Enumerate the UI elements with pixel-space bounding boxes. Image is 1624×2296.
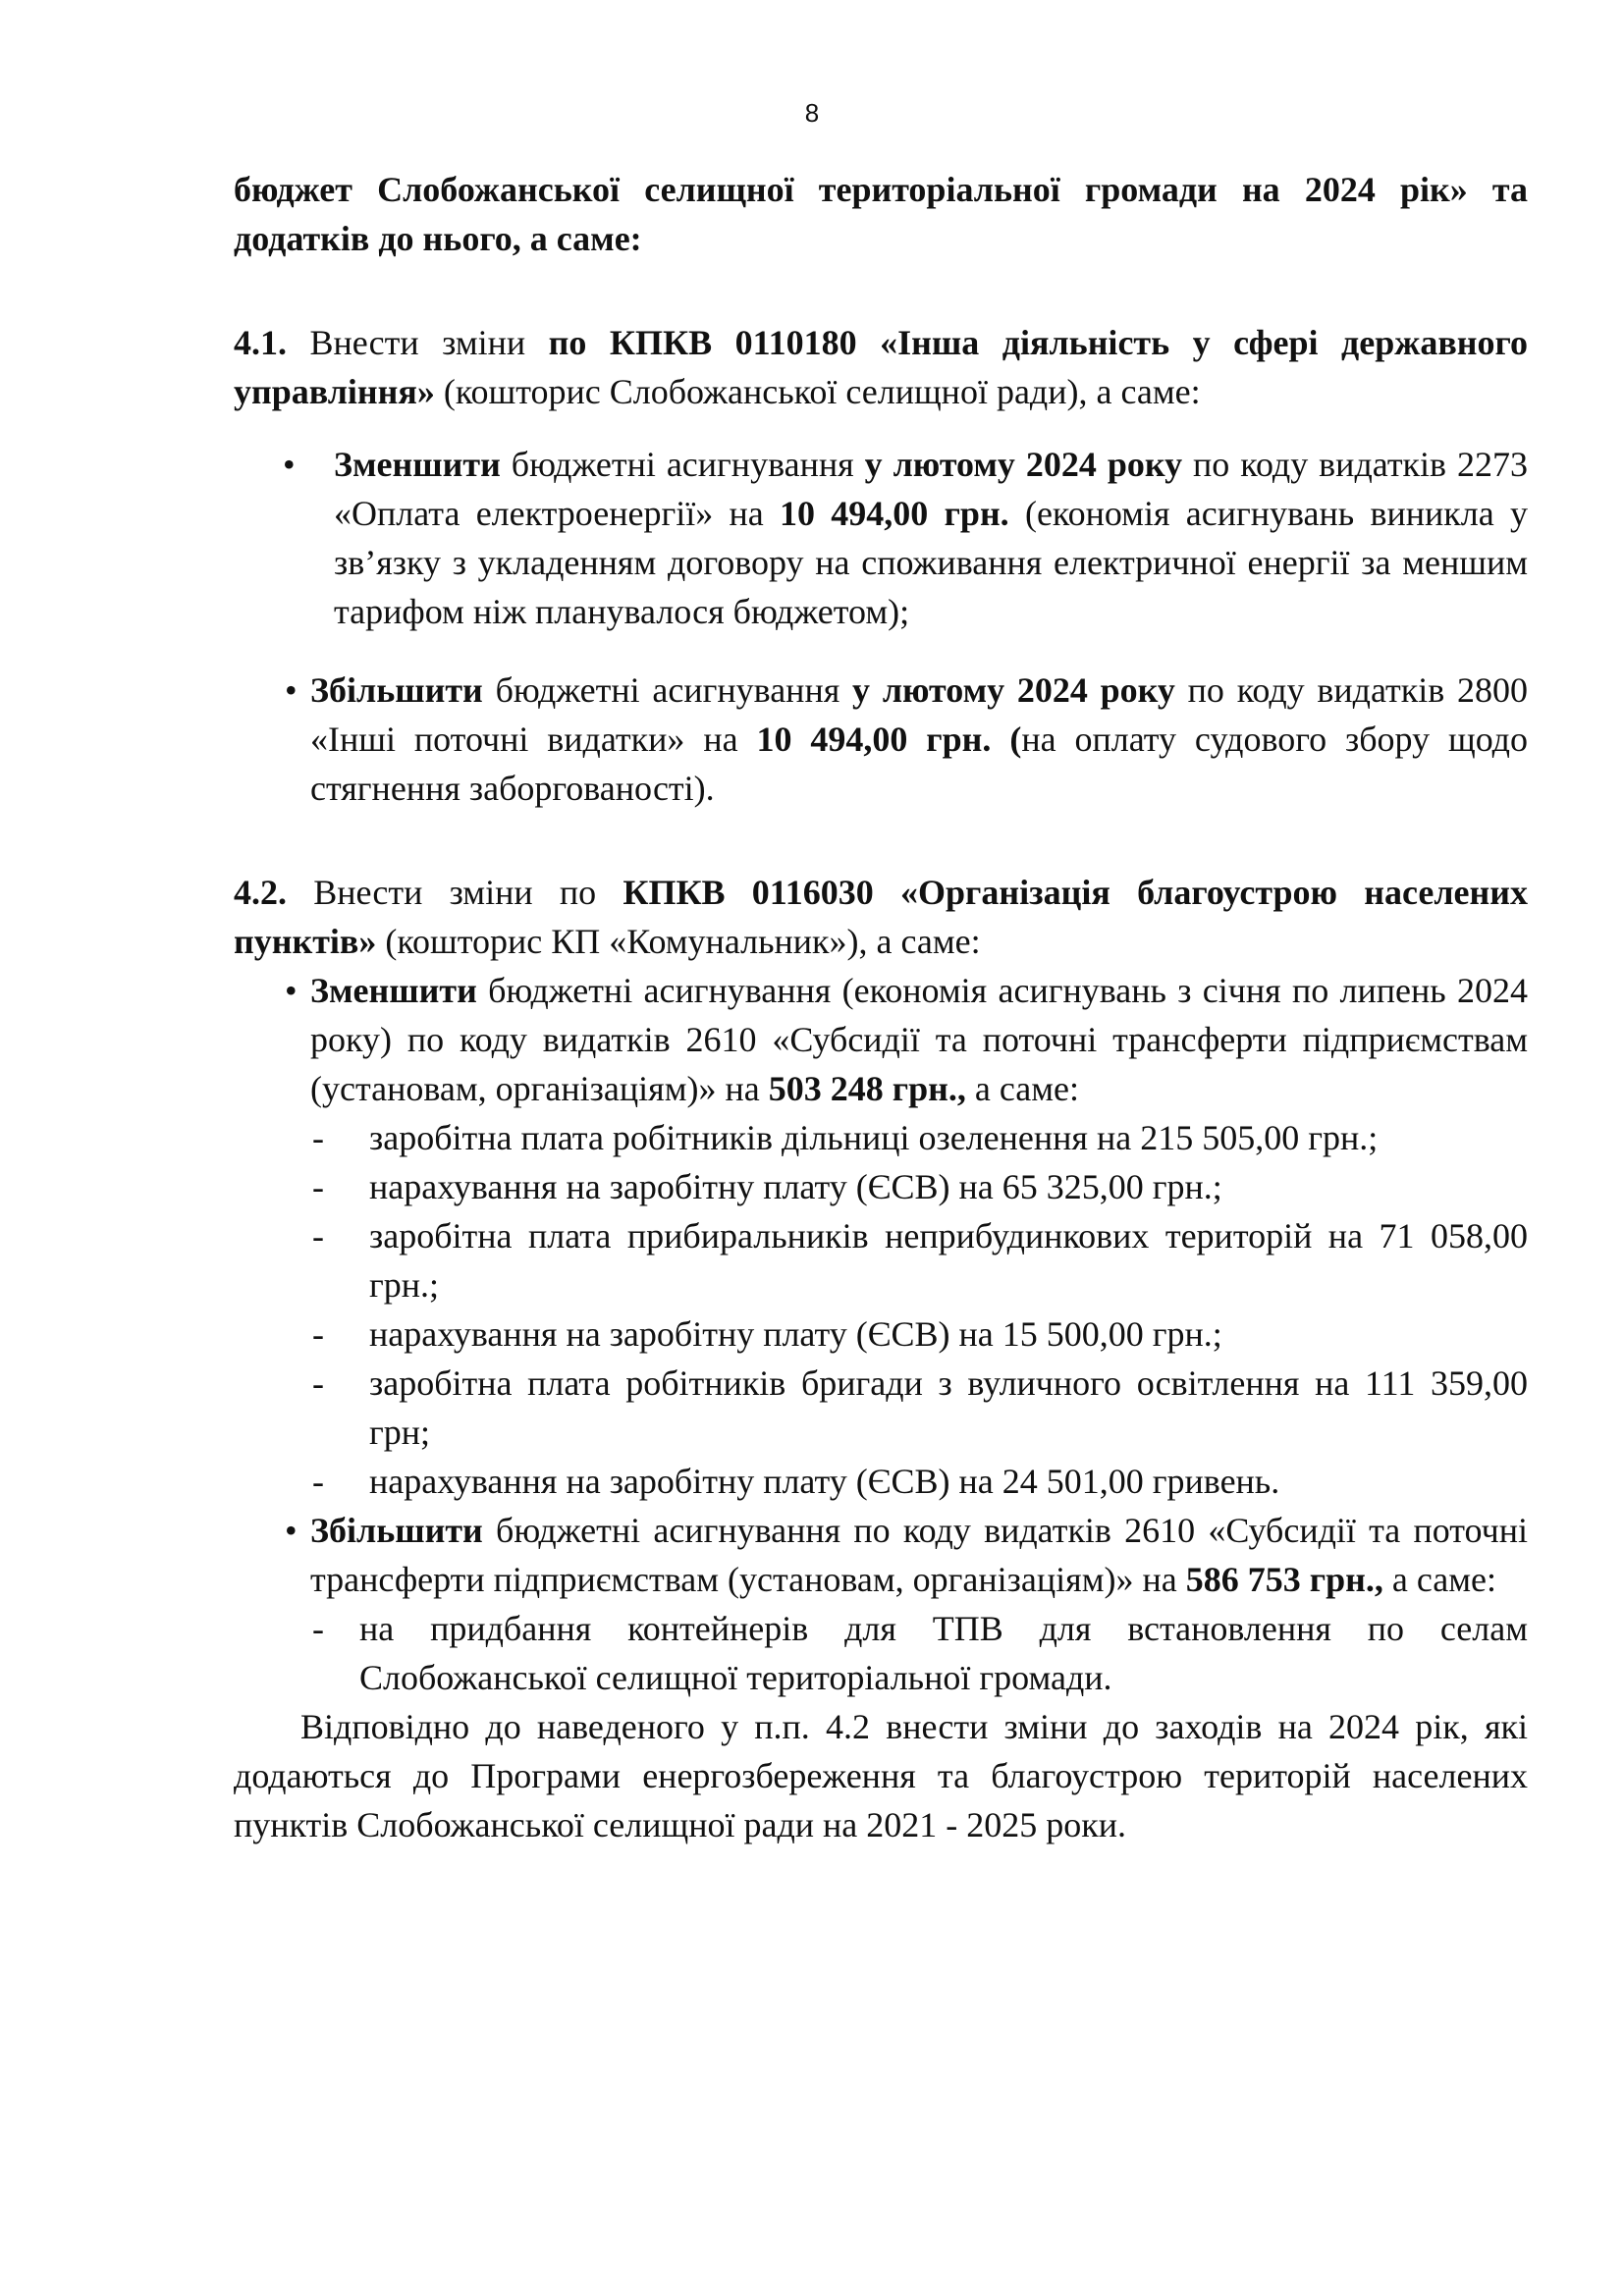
bullet-text: а саме: — [965, 1069, 1079, 1108]
dash-icon: - — [312, 1314, 324, 1354]
closing-paragraph: Відповідно до наведеного у п.п. 4.2 внести зміни до заходів на 2024 рік, які додаються до Програми енергозбереження та благоустрою територій населених пунктів Слобожанської селищної ради на 2021 - 2025 роки. — [234, 1707, 1528, 1844]
section-4-2-heading — [234, 868, 1528, 966]
dash-list-item — [234, 1113, 1528, 1162]
bullet-period: у лютому 2024 року — [852, 670, 1175, 710]
dash-list-item — [234, 1162, 1528, 1211]
bullet-text: бюджетні асигнування по коду видатків 2610 «Субсидії та поточні трансферти підприємствам (установам, організаціям)» на — [310, 1511, 1528, 1599]
section-kpkv: КПКВ 0116030 «Організація благоустрою населених пунктів» — [234, 873, 1528, 961]
bullet-text: по коду видатків 2800 «Інші поточні видатки» на — [310, 670, 1529, 759]
bullet-period: у лютому 2024 року — [864, 445, 1183, 484]
bullet-text: бюджетні асигнування — [482, 670, 853, 710]
bullet-text: (економія асигнувань виникла у зв’язку з укладенням договору на споживання електричної енергії за меншим тарифом ніж планувалося бюджетом); — [334, 494, 1528, 631]
bullet-text: а саме: — [1382, 1560, 1496, 1599]
dash-list-text: нарахування на заробітну плату (ЄСВ) на 24 501,00 гривень. — [369, 1462, 1280, 1501]
dash-list-text: на придбання контейнерів для ТПВ для встановлення по селам Слобожанської селищної територіальної громади. — [359, 1609, 1528, 1697]
bullet-amount: 10 494,00 грн. ( — [756, 720, 1022, 759]
section-lead: Внести зміни — [287, 323, 549, 362]
bullet-amount: 10 494,00 грн. — [780, 494, 1009, 533]
dash-list-item — [234, 1309, 1528, 1359]
section-number: 4.2. — [234, 873, 287, 912]
dash-list-text: заробітна плата робітників дільниці озеленення на 215 505,00 грн.; — [369, 1118, 1379, 1157]
bullet-action: Збільшити — [310, 1511, 483, 1550]
bullet-item — [234, 966, 1528, 1113]
intro-text: бюджет Слобожанської селищної територіальної громади на 2024 рік» та додатків до нього, а саме: — [234, 170, 1528, 258]
page-number: 8 — [804, 98, 820, 128]
dash-icon: - — [312, 1118, 324, 1157]
section-kpkv: по КПКВ 0110180 «Інша діяльність у сфері державного управління» — [234, 323, 1528, 411]
bullet-amount: 586 753 грн., — [1185, 1560, 1383, 1599]
intro-paragraph — [234, 165, 1528, 263]
bullet-icon: • — [285, 1511, 298, 1550]
section-tail: (кошторис Слобожанської селищної ради), а саме: — [434, 372, 1201, 411]
bullet-action: Збільшити — [310, 670, 483, 710]
dash-list-item — [234, 1457, 1528, 1506]
dash-list-text: нарахування на заробітну плату (ЄСВ) на 65 325,00 грн.; — [369, 1167, 1222, 1206]
bullet-text: на оплату судового збору щодо стягнення заборгованості). — [310, 720, 1528, 808]
bullet-text: по коду видатків 2273 «Оплата електроенергії» на — [334, 445, 1529, 533]
document-body — [234, 165, 1528, 1849]
dash-icon: - — [312, 1609, 324, 1648]
dash-icon: - — [312, 1167, 324, 1206]
dash-list-item — [234, 1604, 1528, 1702]
bullet-icon: • — [285, 971, 298, 1010]
dash-list-text: заробітна плата робітників бригади з вуличного освітлення на 111 359,00 грн; — [369, 1363, 1528, 1452]
bullet-icon: • — [285, 670, 298, 710]
bullet-text: бюджетні асигнування (економія асигнувань з січня по липень 2024 року) по коду видатків 2610 «Субсидії та поточні трансферти підприємствам (установам, організаціям)» на — [310, 971, 1528, 1108]
dash-icon: - — [312, 1462, 324, 1501]
bullet-text: бюджетні асигнування — [500, 445, 865, 484]
bullet-action: Зменшити — [334, 445, 501, 484]
section-number: 4.1. — [234, 323, 287, 362]
bullet-amount: 503 248 грн., — [768, 1069, 966, 1108]
bullet-action: Зменшити — [310, 971, 477, 1010]
section-tail: (кошторис КП «Комунальник»), а саме: — [376, 922, 981, 961]
dash-icon: - — [312, 1363, 324, 1403]
dash-list-text: заробітна плата прибиральників неприбудинкових територій на 71 058,00 грн.; — [369, 1216, 1528, 1305]
dash-list-item — [234, 1359, 1528, 1457]
bullet-item — [234, 440, 1528, 636]
section-lead: Внести зміни по — [287, 873, 623, 912]
bullet-icon: • — [283, 445, 296, 484]
section-4-1-heading — [234, 318, 1528, 416]
dash-icon: - — [312, 1216, 324, 1255]
dash-list-text: нарахування на заробітну плату (ЄСВ) на 15 500,00 грн.; — [369, 1314, 1222, 1354]
dash-list-item — [234, 1211, 1528, 1309]
bullet-item — [234, 666, 1528, 813]
bullet-item — [234, 1506, 1528, 1604]
dash-list — [234, 1113, 1528, 1506]
